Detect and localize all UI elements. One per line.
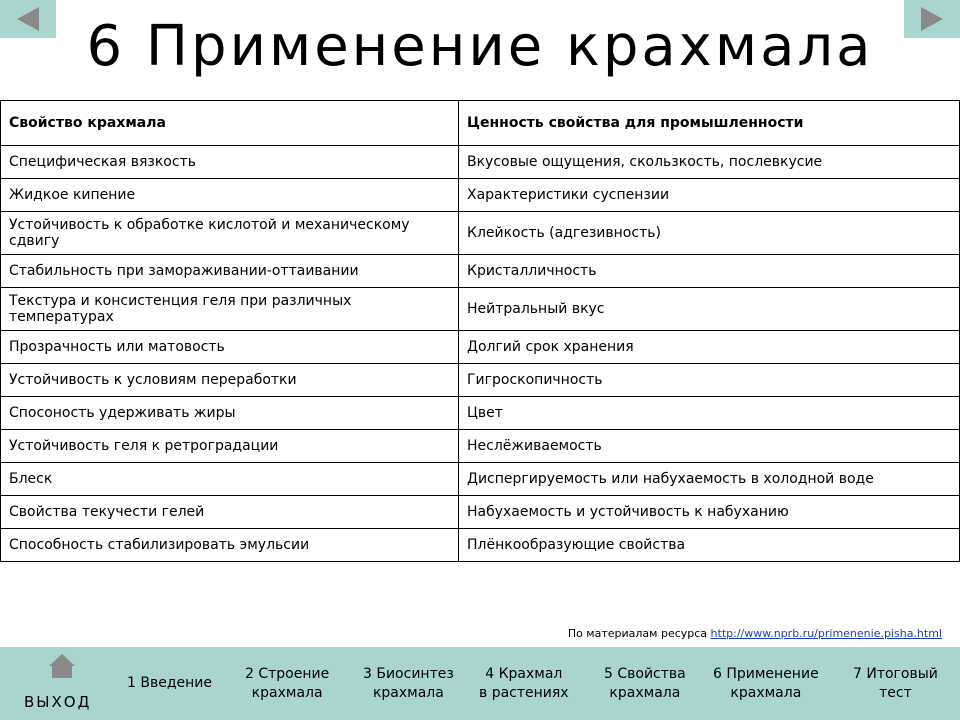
footer-link-line: 3 Биосинтез: [363, 666, 454, 682]
table-row: [1, 331, 960, 364]
value-cell: Характеристики суспензии: [459, 179, 960, 212]
footer-link-line: 1 Введение: [127, 675, 212, 691]
footer-link-line: в растениях: [479, 685, 569, 701]
property-cell: Стабильность при замораживании-оттаивании: [1, 255, 459, 288]
property-cell: Устойчивость к обработке кислотой и механическому сдвигу: [1, 212, 459, 255]
column-header: Ценность свойства для промышленности: [459, 101, 960, 146]
table-row: [1, 430, 960, 463]
footer-link-application[interactable]: [713, 665, 819, 703]
value-cell: Вкусовые ощущения, скользкость, послевкусие: [459, 146, 960, 179]
property-cell: Блеск: [1, 463, 459, 496]
footer-link-line: крахмала: [251, 685, 323, 701]
table-row: [1, 212, 960, 255]
footer-link-intro[interactable]: [127, 674, 212, 693]
table-row: [1, 288, 960, 331]
source-link[interactable]: http://www.nprb.ru/primenenie.pisha.html: [710, 627, 942, 640]
footer-link-line: крахмала: [609, 685, 681, 701]
value-cell: Гигроскопичность: [459, 364, 960, 397]
footer-link-test[interactable]: [853, 665, 938, 703]
property-cell: Спосоность удерживать жиры: [1, 397, 459, 430]
table-row: [1, 364, 960, 397]
footer-link-line: крахмала: [372, 685, 444, 701]
footer-nav: [0, 647, 960, 720]
footer-link-line: крахмала: [730, 685, 802, 701]
value-cell: Клейкость (адгезивность): [459, 212, 960, 255]
footer-link-biosynthesis[interactable]: [363, 665, 454, 703]
footer-link-line: тест: [879, 685, 912, 701]
value-cell: Неслёживаемость: [459, 430, 960, 463]
footer-link-plants[interactable]: [479, 665, 569, 703]
table-row: [1, 463, 960, 496]
table-row: [1, 529, 960, 562]
value-cell: Долгий срок хранения: [459, 331, 960, 364]
table-row: [1, 255, 960, 288]
column-header: Свойство крахмала: [1, 101, 459, 146]
footer-link-line: 5 Свойства: [604, 666, 686, 682]
property-cell: Способность стабилизировать эмульсии: [1, 529, 459, 562]
value-cell: Нейтральный вкус: [459, 288, 960, 331]
table-row: [1, 496, 960, 529]
property-cell: Устойчивость геля к ретроградации: [1, 430, 459, 463]
value-cell: Набухаемость и устойчивость к набуханию: [459, 496, 960, 529]
source-label: По материалам ресурса: [567, 627, 708, 640]
property-cell: Специфическая вязкость: [1, 146, 459, 179]
value-cell: Диспергируемость или набухаемость в холодной воде: [459, 463, 960, 496]
table-row: [1, 146, 960, 179]
footer-link-properties[interactable]: [604, 665, 686, 703]
source-note: [568, 627, 942, 640]
footer-link-structure[interactable]: [245, 665, 329, 703]
property-cell: Прозрачность или матовость: [1, 331, 459, 364]
property-cell: Жидкое кипение: [1, 179, 459, 212]
value-cell: Плёнкообразующие свойства: [459, 529, 960, 562]
footer-link-line: 6 Применение: [713, 666, 819, 682]
page-title: 6 Применение крахмала: [86, 14, 874, 79]
value-cell: Кристалличность: [459, 255, 960, 288]
table-row: [1, 397, 960, 430]
table-row: [1, 179, 960, 212]
value-cell: Цвет: [459, 397, 960, 430]
property-cell: Устойчивость к условиям переработки: [1, 364, 459, 397]
exit-button[interactable]: ВЫХОД: [24, 693, 92, 711]
property-cell: Свойства текучести гелей: [1, 496, 459, 529]
footer-link-line: 4 Крахмал: [485, 666, 563, 682]
footer-link-line: 2 Строение: [245, 666, 330, 682]
property-cell: Текстура и консистенция геля при различных температурах: [1, 288, 459, 331]
table-header-row: [1, 101, 960, 146]
home-icon[interactable]: [48, 652, 76, 680]
footer-link-line: 7 Итоговый: [853, 666, 938, 682]
properties-table: [0, 100, 960, 562]
